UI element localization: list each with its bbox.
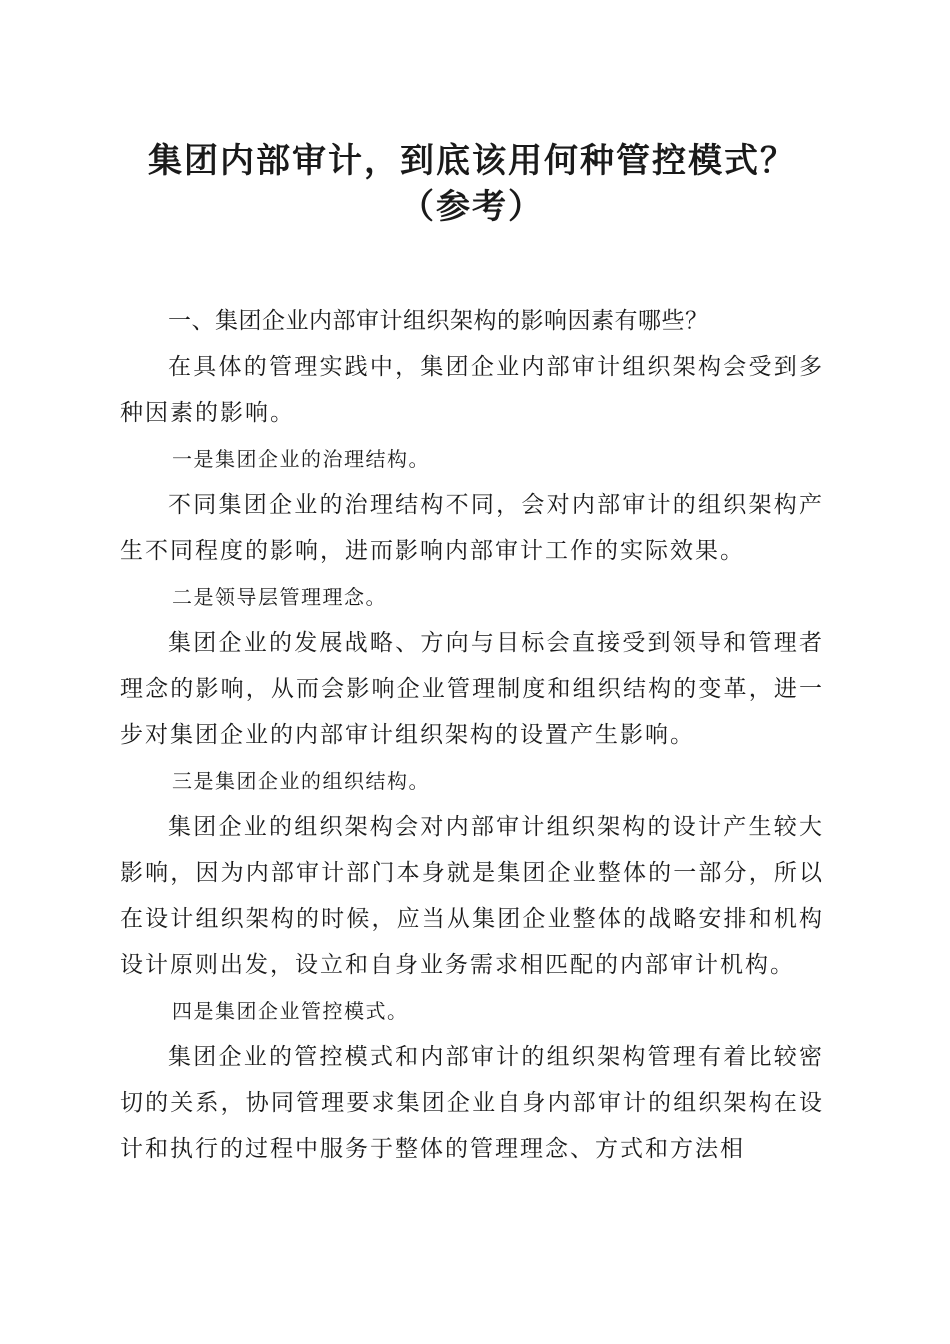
paragraph-governance: 不同集团企业的治理结构不同，会对内部审计的组织架构产生不同程度的影响，进而影响内部审计工作的实际效果。	[120, 492, 824, 564]
document-title: 集团内部审计，到底该用何种管控模式？（参考）	[148, 141, 796, 227]
sub-heading-leadership: 二是领导层管理理念。	[172, 585, 387, 609]
paragraph-intro: 在具体的管理实践中，集团企业内部审计组织架构会受到多种因素的影响。	[120, 354, 824, 426]
paragraph-control-mode: 集团企业的管控模式和内部审计的组织架构管理有着比较密切的关系，协同管理要求集团企业自身内部审计的组织架构在设计和执行的过程中服务于整体的管理理念、方式和方法相	[120, 1044, 824, 1162]
section-heading: 一、集团企业内部审计组织架构的影响因素有哪些？	[168, 308, 709, 334]
paragraph-structure: 集团企业的组织架构会对内部审计组织架构的设计产生较大影响，因为内部审计部门本身就是集团企业整体的一部分，所以在设计组织架构的时候，应当从集团企业整体的战略安排和机构设计原则出发，设立和自身业务需求相匹配的内部审计机构。	[120, 814, 824, 978]
document-page	[120, 138, 824, 1172]
sub-heading-structure: 三是集团企业的组织结构。	[172, 769, 430, 793]
sub-heading-governance: 一是集团企业的治理结构。	[172, 447, 430, 471]
paragraph-leadership: 集团企业的发展战略、方向与目标会直接受到领导和管理者理念的影响，从而会影响企业管理制度和组织结构的变革，进一步对集团企业的内部审计组织架构的设置产生影响。	[120, 630, 824, 748]
sub-heading-control-mode: 四是集团企业管控模式。	[172, 999, 409, 1023]
